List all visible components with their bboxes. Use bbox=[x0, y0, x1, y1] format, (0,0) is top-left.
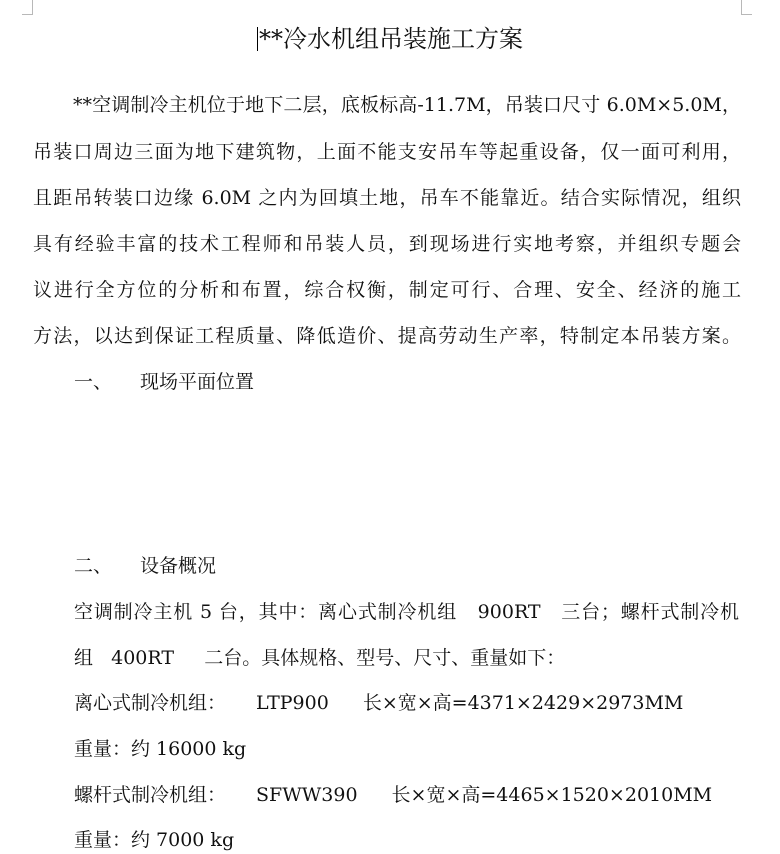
intro-line-6: 方法，以达到保证工程质量、降低造价、提高劳动生产率，特制定本吊装方案。 bbox=[33, 325, 741, 347]
section-2-heading bbox=[74, 552, 216, 580]
intro-line-2: 吊装口周边三面为地下建筑物，上面不能支安吊车等起重设备，仅一面可利用， bbox=[33, 141, 741, 163]
intro-line-4: 具有经验丰富的技术工程师和吊装人员，到现场进行实地考察，并组织专题会 bbox=[33, 233, 741, 255]
section-2-number: 二、 bbox=[74, 555, 113, 577]
intro-line-1: **空调制冷主机位于地下二层，底板标高-11.7M，吊装口尺寸 6.0M×5.0M， bbox=[73, 94, 741, 116]
margin-corner-mark-left bbox=[22, 0, 33, 15]
screw-model: SFWW390 bbox=[256, 784, 358, 806]
centrifugal-model: LTP900 bbox=[256, 692, 329, 714]
centrifugal-spec-line bbox=[74, 689, 683, 717]
section-1-title: 现场平面位置 bbox=[140, 371, 255, 393]
centrifugal-weight: 重量：约 16000 kg bbox=[74, 738, 247, 760]
overview-line-1: 空调制冷主机 5 台，其中：离心式制冷机组 900RT 三台；螺杆式制冷机 bbox=[74, 601, 739, 623]
section-2-title: 设备概况 bbox=[140, 555, 217, 577]
intro-line-5: 议进行全方位的分析和布置，综合权衡，制定可行、合理、安全、经济的施工 bbox=[33, 279, 741, 301]
document-title: **冷水机组吊装施工方案 bbox=[259, 25, 523, 53]
margin-corner-mark-right bbox=[741, 0, 752, 15]
screw-spec-line bbox=[74, 781, 712, 809]
centrifugal-dims: 长×宽×高=4371×2429×2973MM bbox=[362, 692, 684, 714]
centrifugal-label: 离心式制冷机组： bbox=[74, 692, 227, 714]
screw-dims: 长×宽×高=4465×1520×2010MM bbox=[391, 784, 713, 806]
section-1-number: 一、 bbox=[74, 371, 113, 393]
document-title-row[interactable] bbox=[0, 20, 780, 58]
text-cursor bbox=[257, 27, 258, 51]
overview-line-2: 组 400RT 二台。具体规格、型号、尺寸、重量如下： bbox=[74, 647, 566, 669]
section-1-heading bbox=[74, 368, 254, 396]
screw-label: 螺杆式制冷机组： bbox=[74, 784, 227, 806]
screw-weight: 重量：约 7000 kg bbox=[74, 829, 235, 851]
intro-line-3: 且距吊转装口边缘 6.0M 之内为回填土地，吊车不能靠近。结合实际情况，组织 bbox=[33, 187, 741, 209]
